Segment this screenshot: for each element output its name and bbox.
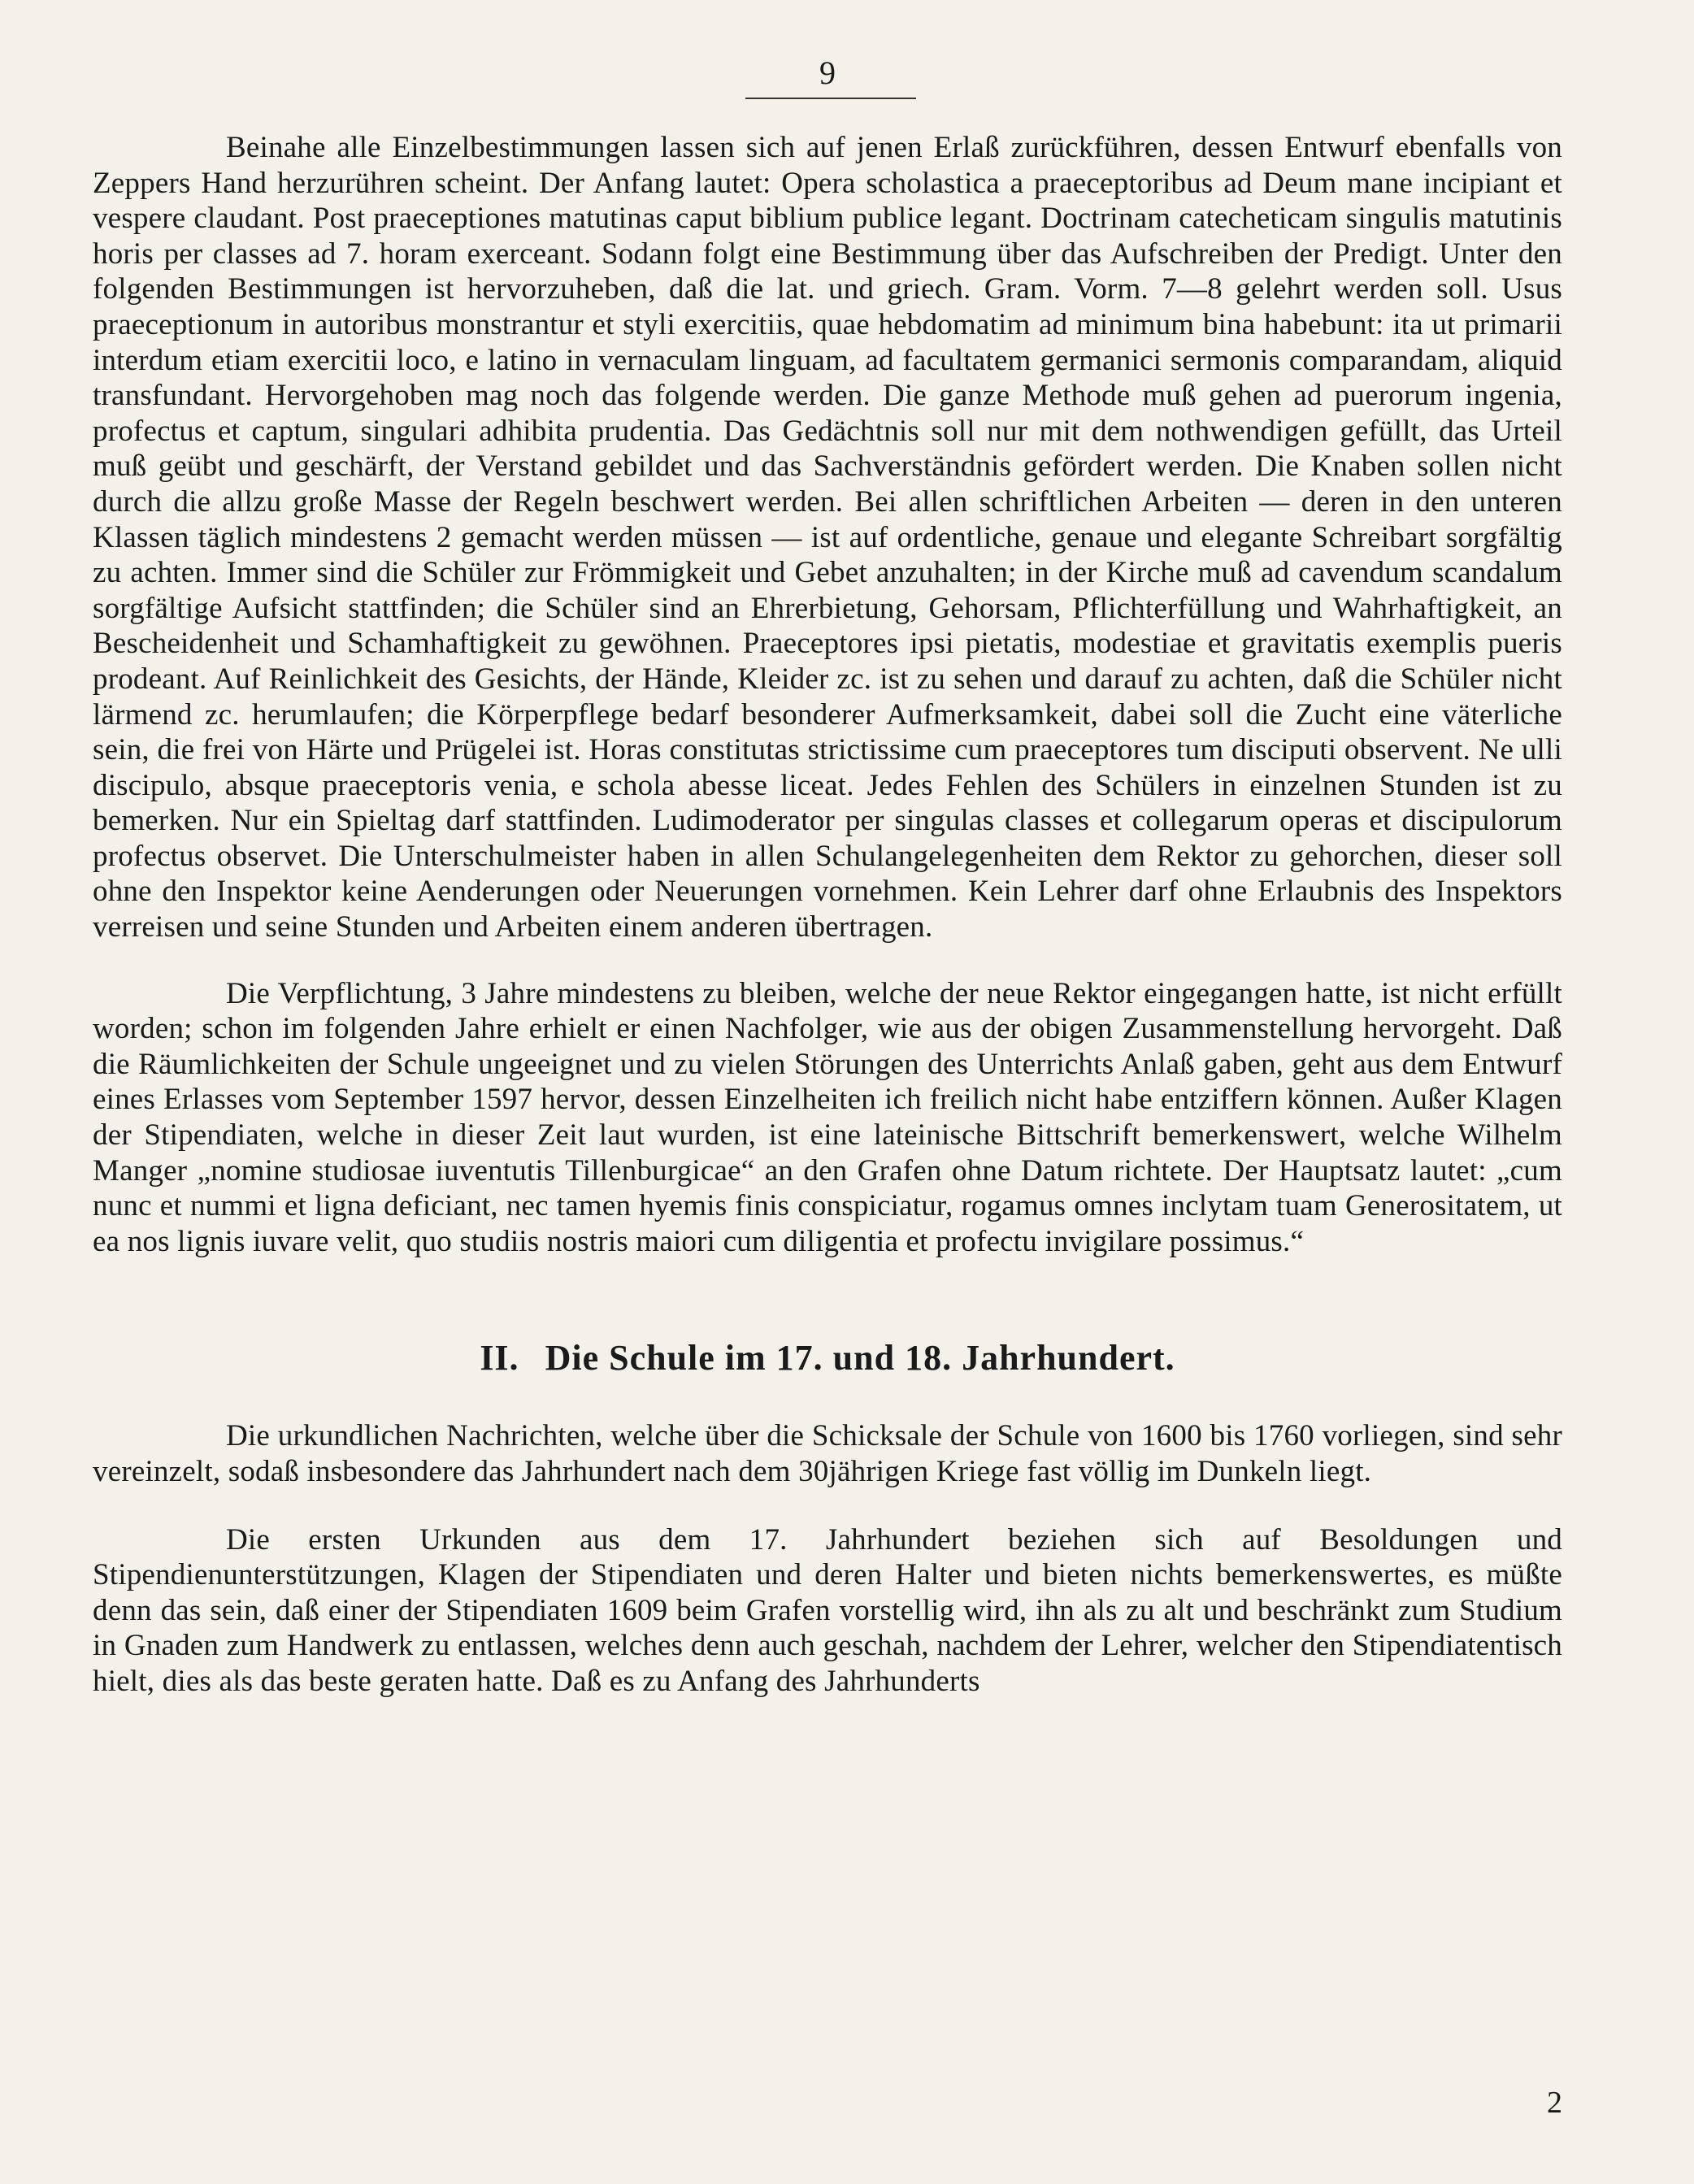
- page-number: 9: [819, 54, 836, 91]
- paragraph-2: Die Verpflichtung, 3 Jahre mindestens zu bleiben, welche der neue Rektor eingegangen hatte, ist nicht erfüllt worden; schon im folgenden Jahre erhielt er einen Nachfolger, wie aus der obigen Zusammenstellung hervorgeht. Daß die Räumlichkeiten der Schule ungeeignet und zu vielen Störungen des Unterrichts Anlaß gaben, geht aus dem Entwurf eines Erlasses vom September 1597 hervor, dessen Einzelheiten ich freilich nicht habe entziffern können. Außer Klagen der Stipendiaten, welche in dieser Zeit laut wurden, ist eine lateinische Bittschrift bemerkenswert, welche Wilhelm Manger „nomine studiosae iuventutis Tillenburgicae“ an den Grafen ohne Datum richtete. Der Hauptsatz lautet: „cum nunc et nummi et ligna deficiant, nec tamen hyemis finis conspiciatur, rogamus omnes inclytam tuam Generositatem, ut ea nos lignis iuvare velit, quo studiis nostris maiori cum diligentia et profectu invigilare possimus.“: [93, 976, 1562, 1258]
- section-number: II.: [480, 1338, 519, 1379]
- section-paragraph-1: Die urkundlichen Nachrichten, welche über die Schicksale der Schule von 1600 bis 1760 vorliegen, sind sehr vereinzelt, sodaß insbesondere das Jahrhundert nach dem 30jährigen Kriege fast völlig im Dunkeln liegt.: [93, 1419, 1562, 1488]
- document-page: [93, 49, 1562, 2120]
- header-rule: [745, 98, 916, 99]
- paragraph-1: Beinahe alle Einzelbestimmungen lassen sich auf jenen Erlaß zurückführen, dessen Entwurf ebenfalls von Zeppers Hand herzurühren scheint. Der Anfang lautet: Opera scholastica a praeceptoribus ad Deum mane incipiant et vespere claudant. Post praeceptiones matutinas caput biblium publice legant. Doctrinam catecheticam singulis matutinis horis per classes ad 7. horam exerceant. Sodann folgt eine Bestimmung über das Aufschreiben der Predigt. Unter den folgenden Bestimmungen ist hervorzuheben, daß die lat. und griech. Gram. Vorm. 7—8 gelehrt werden soll. Usus praeceptionum in autoribus monstrantur et styli exercitiis, quae hebdomatim ad minimum bina habebunt: ita ut primarii interdum etiam exercitii loco, e latino in vernaculam linguam, ad facultatem germanici sermonis comparandam, aliquid transfundant. Hervorgehoben mag noch das folgende werden. Die ganze Methode muß gehen ad puerorum ingenia, profectus et captum, singulari adhibita prudentia. Das Gedächtnis soll nur mit dem nothwendigen gefüllt, das Urteil muß geübt und geschärft, der Verstand gebildet und das Sachverständnis gefördert werden. Die Knaben sollen nicht durch die allzu große Masse der Regeln beschwert werden. Bei allen schriftlichen Arbeiten — deren in den unteren Klassen täglich mindestens 2 gemacht werden müssen — ist auf ordentliche, genaue und elegante Schreibart sorgfältig zu achten. Immer sind die Schüler zur Frömmigkeit und Gebet anzuhalten; in der Kirche muß ad cavendum scandalum sorgfältige Aufsicht stattfinden; die Schüler sind an Ehrerbietung, Gehorsam, Pflichterfüllung und Wahrhaftigkeit, an Bescheidenheit und Schamhaftigkeit zu gewöhnen. Praeceptores ipsi pietatis, modestiae et gravitatis exemplis pueris prodeant. Auf Reinlichkeit des Gesichts, der Hände, Kleider zc. ist zu sehen und darauf zu achten, daß die Schüler nicht lärmend zc. herumlaufen; die Körperpflege bedarf besonderer Aufmerksamkeit, dabei soll die Zucht eine väterliche sein, die frei von Härte und Prügelei ist. Horas constitutas strictissime cum praeceptores tum disciputi observent. Ne ulli discipulo, absque praeceptoris venia, e schola abesse liceat. Jedes Fehlen des Schülers in einzelnen Stunden ist zu bemerken. Nur ein Spieltag darf stattfinden. Ludimoderator per singulas classes et collegarum operas et discipulorum profectus observet. Die Unterschulmeister haben in allen Schulangelegenheiten dem Rektor zu gehorchen, dieser soll ohne den Inspektor keine Aenderungen oder Neuerungen vornehmen. Kein Lehrer darf ohne Erlaubnis des Inspektors verreisen und seine Stunden und Arbeiten einem anderen übertragen.: [93, 131, 1562, 944]
- section-title: Die Schule im 17. und 18. Jahrhundert.: [545, 1338, 1175, 1379]
- section-heading: [93, 1334, 1562, 1383]
- signature-mark: 2: [1547, 2086, 1562, 2120]
- section-paragraph-2: Die ersten Urkunden aus dem 17. Jahrhundert beziehen sich auf Besoldungen und Stipendienunterstützungen, Klagen der Stipendiaten und deren Halter und bieten nichts bemerkenswertes, es müßte denn das sein, daß einer der Stipendiaten 1609 beim Grafen vorstellig wird, ihn als zu alt und beschränkt zum Studium in Gnaden zum Handwerk zu entlassen, welches denn auch geschah, nachdem der Lehrer, welcher den Stipendiatentisch hielt, dies als das beste geraten hatte. Daß es zu Anfang des Jahrhunderts: [93, 1522, 1562, 1698]
